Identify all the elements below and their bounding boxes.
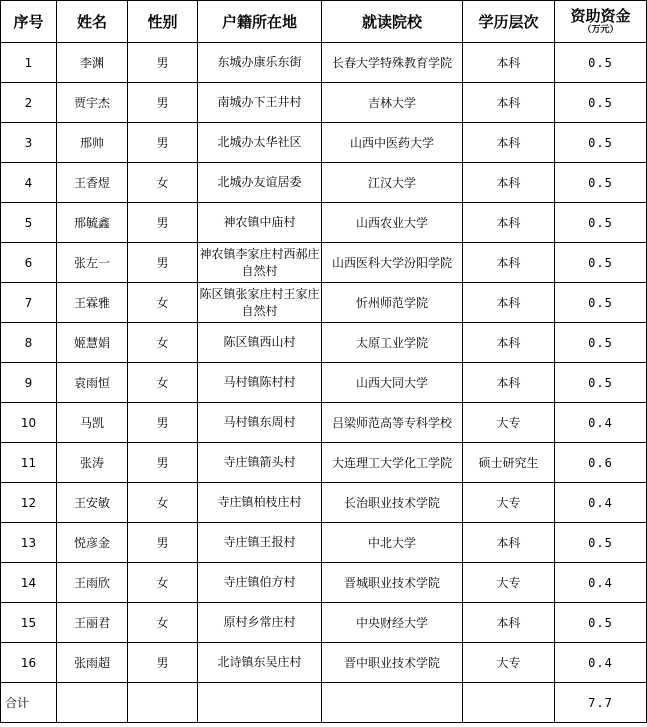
cell-level: 本科 (463, 163, 555, 203)
total-empty-cell (128, 683, 198, 723)
cell-name: 邢毓鑫 (57, 203, 128, 243)
cell-hukou: 南城办下王井村 (198, 83, 322, 123)
cell-gender: 女 (128, 563, 198, 603)
cell-gender: 男 (128, 523, 198, 563)
cell-gender: 女 (128, 163, 198, 203)
cell-hukou: 北城办太华社区 (198, 123, 322, 163)
cell-amount: 0.4 (555, 643, 647, 683)
cell-name: 王霖雅 (57, 283, 128, 323)
cell-name: 袁雨恒 (57, 363, 128, 403)
header-amount-label: 资助资金 (570, 7, 631, 25)
cell-no: 8 (1, 323, 57, 363)
cell-no: 7 (1, 283, 57, 323)
cell-level: 硕士研究生 (463, 443, 555, 483)
table-row (1, 43, 647, 83)
cell-school: 山西农业大学 (322, 203, 463, 243)
cell-gender: 男 (128, 243, 198, 283)
cell-gender: 女 (128, 363, 198, 403)
cell-school: 山西中医药大学 (322, 123, 463, 163)
cell-gender: 女 (128, 283, 198, 323)
cell-level: 本科 (463, 283, 555, 323)
cell-no: 14 (1, 563, 57, 603)
cell-hukou: 寺庄镇王报村 (198, 523, 322, 563)
cell-level: 大专 (463, 403, 555, 443)
cell-level: 本科 (463, 523, 555, 563)
cell-hukou: 马村镇东周村 (198, 403, 322, 443)
cell-name: 王安敏 (57, 483, 128, 523)
header-amount (555, 1, 647, 43)
cell-no: 4 (1, 163, 57, 203)
table-row (1, 603, 647, 643)
cell-hukou: 原村乡常庄村 (198, 603, 322, 643)
cell-gender: 男 (128, 643, 198, 683)
cell-level: 本科 (463, 83, 555, 123)
cell-name: 张左一 (57, 243, 128, 283)
cell-level: 大专 (463, 643, 555, 683)
total-empty-cell (198, 683, 322, 723)
cell-level: 大专 (463, 563, 555, 603)
cell-school: 晋城职业技术学院 (322, 563, 463, 603)
cell-no: 6 (1, 243, 57, 283)
cell-amount: 0.5 (555, 363, 647, 403)
cell-no: 2 (1, 83, 57, 123)
cell-amount: 0.5 (555, 243, 647, 283)
cell-school: 吉林大学 (322, 83, 463, 123)
cell-name: 张涛 (57, 443, 128, 483)
cell-amount: 0.6 (555, 443, 647, 483)
cell-hukou: 神农镇中庙村 (198, 203, 322, 243)
cell-no: 10 (1, 403, 57, 443)
header-row (1, 1, 647, 43)
cell-school: 大连理工大学化工学院 (322, 443, 463, 483)
cell-amount: 0.5 (555, 163, 647, 203)
cell-level: 本科 (463, 323, 555, 363)
cell-no: 12 (1, 483, 57, 523)
cell-no: 11 (1, 443, 57, 483)
cell-no: 16 (1, 643, 57, 683)
cell-name: 邢帅 (57, 123, 128, 163)
cell-school: 晋中职业技术学院 (322, 643, 463, 683)
cell-hukou: 寺庄镇柏枝庄村 (198, 483, 322, 523)
table-row (1, 283, 647, 323)
cell-level: 本科 (463, 43, 555, 83)
cell-name: 贾宇杰 (57, 83, 128, 123)
cell-hukou: 陈区镇张家庄村王家庄自然村 (198, 283, 322, 323)
cell-name: 王丽君 (57, 603, 128, 643)
cell-amount: 0.5 (555, 323, 647, 363)
total-empty-cell (57, 683, 128, 723)
cell-gender: 男 (128, 123, 198, 163)
table-row (1, 243, 647, 283)
cell-no: 5 (1, 203, 57, 243)
table-row (1, 443, 647, 483)
cell-school: 山西医科大学汾阳学院 (322, 243, 463, 283)
cell-hukou: 北诗镇东吴庄村 (198, 643, 322, 683)
header-no: 序号 (1, 1, 57, 43)
table-row (1, 323, 647, 363)
total-empty-cell (322, 683, 463, 723)
cell-school: 中北大学 (322, 523, 463, 563)
cell-hukou: 寺庄镇伯方村 (198, 563, 322, 603)
total-row (1, 683, 647, 723)
table-row (1, 203, 647, 243)
cell-amount: 0.5 (555, 603, 647, 643)
cell-amount: 0.5 (555, 43, 647, 83)
cell-amount: 0.5 (555, 83, 647, 123)
cell-gender: 男 (128, 203, 198, 243)
cell-no: 3 (1, 123, 57, 163)
cell-school: 长治职业技术学院 (322, 483, 463, 523)
total-label: 合计 (1, 683, 57, 723)
cell-name: 张雨超 (57, 643, 128, 683)
cell-no: 9 (1, 363, 57, 403)
cell-gender: 女 (128, 323, 198, 363)
header-amount-unit: （万元） (582, 25, 619, 35)
table-row (1, 563, 647, 603)
header-name: 姓名 (57, 1, 128, 43)
cell-no: 15 (1, 603, 57, 643)
table-row (1, 483, 647, 523)
cell-name: 李渊 (57, 43, 128, 83)
cell-gender: 女 (128, 483, 198, 523)
cell-hukou: 马村镇陈村村 (198, 363, 322, 403)
cell-amount: 0.5 (555, 203, 647, 243)
cell-no: 1 (1, 43, 57, 83)
table-row (1, 163, 647, 203)
header-gender: 性别 (128, 1, 198, 43)
cell-level: 本科 (463, 363, 555, 403)
cell-name: 姬慧娟 (57, 323, 128, 363)
cell-hukou: 神农镇李家庄村西郝庄自然村 (198, 243, 322, 283)
total-amount: 7.7 (555, 683, 647, 723)
cell-amount: 0.4 (555, 483, 647, 523)
cell-hukou: 寺庄镇箭头村 (198, 443, 322, 483)
table-row (1, 83, 647, 123)
cell-gender: 女 (128, 603, 198, 643)
cell-gender: 男 (128, 43, 198, 83)
header-school: 就读院校 (322, 1, 463, 43)
cell-name: 王香煜 (57, 163, 128, 203)
cell-level: 本科 (463, 243, 555, 283)
cell-amount: 0.4 (555, 563, 647, 603)
cell-name: 马凯 (57, 403, 128, 443)
cell-gender: 男 (128, 443, 198, 483)
cell-gender: 男 (128, 403, 198, 443)
cell-amount: 0.5 (555, 283, 647, 323)
cell-gender: 男 (128, 83, 198, 123)
cell-hukou: 陈区镇西山村 (198, 323, 322, 363)
cell-amount: 0.5 (555, 123, 647, 163)
cell-hukou: 东城办康乐东街 (198, 43, 322, 83)
cell-amount: 0.5 (555, 523, 647, 563)
cell-school: 太原工业学院 (322, 323, 463, 363)
cell-amount: 0.4 (555, 403, 647, 443)
header-level: 学历层次 (463, 1, 555, 43)
cell-level: 本科 (463, 203, 555, 243)
cell-level: 本科 (463, 123, 555, 163)
cell-level: 大专 (463, 483, 555, 523)
cell-level: 本科 (463, 603, 555, 643)
cell-school: 忻州师范学院 (322, 283, 463, 323)
table-row (1, 363, 647, 403)
table-row (1, 523, 647, 563)
header-hukou: 户籍所在地 (198, 1, 322, 43)
total-empty-cell (463, 683, 555, 723)
table-row (1, 403, 647, 443)
cell-school: 山西大同大学 (322, 363, 463, 403)
cell-name: 悦彦金 (57, 523, 128, 563)
cell-name: 王雨欣 (57, 563, 128, 603)
cell-school: 江汉大学 (322, 163, 463, 203)
table-row (1, 123, 647, 163)
cell-school: 中央财经大学 (322, 603, 463, 643)
table-row (1, 643, 647, 683)
cell-hukou: 北城办友谊居委 (198, 163, 322, 203)
cell-no: 13 (1, 523, 57, 563)
cell-school: 吕梁师范高等专科学校 (322, 403, 463, 443)
cell-school: 长春大学特殊教育学院 (322, 43, 463, 83)
